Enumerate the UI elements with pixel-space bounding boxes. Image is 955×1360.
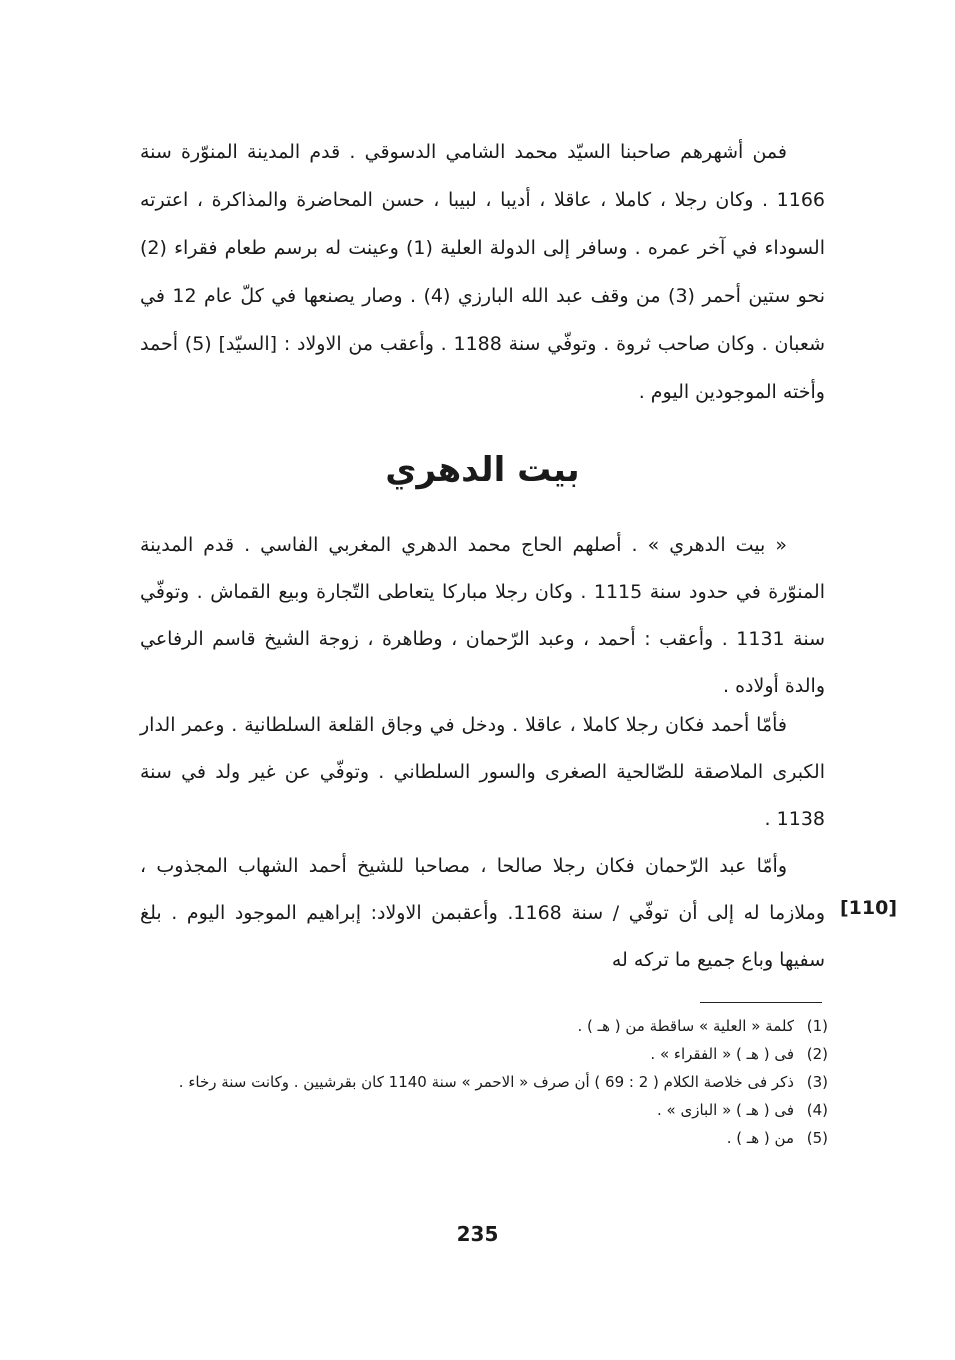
margin-page-marker: [110] bbox=[840, 897, 898, 919]
footnote-text: من ( هـ ) . bbox=[726, 1129, 794, 1147]
page-number: 235 bbox=[456, 1222, 499, 1246]
footnote bbox=[148, 1040, 828, 1068]
paragraph-ahmad bbox=[140, 702, 825, 843]
footnote-number: (4) bbox=[806, 1101, 828, 1119]
footnote bbox=[148, 1068, 828, 1096]
footnote-number: (1) bbox=[806, 1017, 828, 1035]
footnote-separator bbox=[700, 1002, 822, 1003]
paragraph-text: « بيت الدهري » . أصلهم الحاج محمد الدهري المغربي الفاسي . قدم المدينة المنوّرة في حدود سنة 1115 . وكان رجلا مباركا يتعاطى التّجارة وبيع القماش . وتوفّي سنة 1131 . وأعقب : أحمد ، وعبد الرّحمان ، وطاهرة ، زوجة الشيخ قاسم الرفاعي والدة أولاده . bbox=[140, 534, 825, 697]
footnote-text: ذكر فى خلاصة الكلام ( 2 : 69 ) أن صرف « الاحمر » سنة 1140 كان بقرشيين . وكانت سنة رخاء . bbox=[178, 1073, 794, 1091]
footnotes bbox=[148, 1012, 828, 1152]
footnote-text: فى ( هـ ) « البازى » . bbox=[657, 1101, 794, 1119]
intro-paragraph bbox=[140, 128, 825, 416]
footnote-text: كلمة « العلية » ساقطة من ( هـ ) . bbox=[577, 1017, 794, 1035]
paragraph-text: فأمّا أحمد فكان رجلا كاملا ، عاقلا . ودخل في وجاق القلعة السلطانية . وعمر الدار الكبرى الملاصقة للصّالحية الصغرى والسور السلطاني . وتوفّي عن غير ولد في سنة 1138 . bbox=[140, 714, 825, 830]
paragraph-text: وأمّا عبد الرّحمان فكان رجلا صالحا ، مصاحبا للشيخ أحمد الشهاب المجذوب ، وملازما له إلى أن توفّي / سنة 1168. وأعقبمن الاولاد: إبراهيم الموجود اليوم . بلغ سفيها وباع جميع ما تركه له bbox=[140, 855, 825, 971]
intro-paragraph-text: فمن أشهرهم صاحبنا السيّد محمد الشامي الدسوقي . قدم المدينة المنوّرة سنة 1166 . وكان رجلا ، كاملا ، عاقلا ، أديبا ، لبيبا ، حسن المحاضرة والمذاكرة ، اعترته السوداء في آخر عمره . وسافر إلى الدولة العلية (1) وعينت له برسم طعام فقراء (2) نحو ستين أحمر (3) من وقف عبد الله البارزي (4) . وصار يصنعها في كلّ عام 12 في شعبان . وكان صاحب ثروة . وتوفّي سنة 1188 . وأعقب من الاولاد : [السيّد] (5) أحمد وأخته الموجودين اليوم . bbox=[140, 141, 826, 403]
footnote-number: (2) bbox=[806, 1045, 828, 1063]
section-heading: بيت الدهري bbox=[385, 450, 580, 490]
footnote bbox=[148, 1096, 828, 1124]
paragraph-abdulrahman bbox=[140, 843, 825, 984]
footnote bbox=[148, 1012, 828, 1040]
footnote-number: (3) bbox=[806, 1073, 828, 1091]
footnote-text: فى ( هـ ) « الفقراء » . bbox=[650, 1045, 794, 1063]
footnote bbox=[148, 1124, 828, 1152]
paragraph-origin bbox=[140, 522, 825, 710]
footnote-number: (5) bbox=[806, 1129, 828, 1147]
